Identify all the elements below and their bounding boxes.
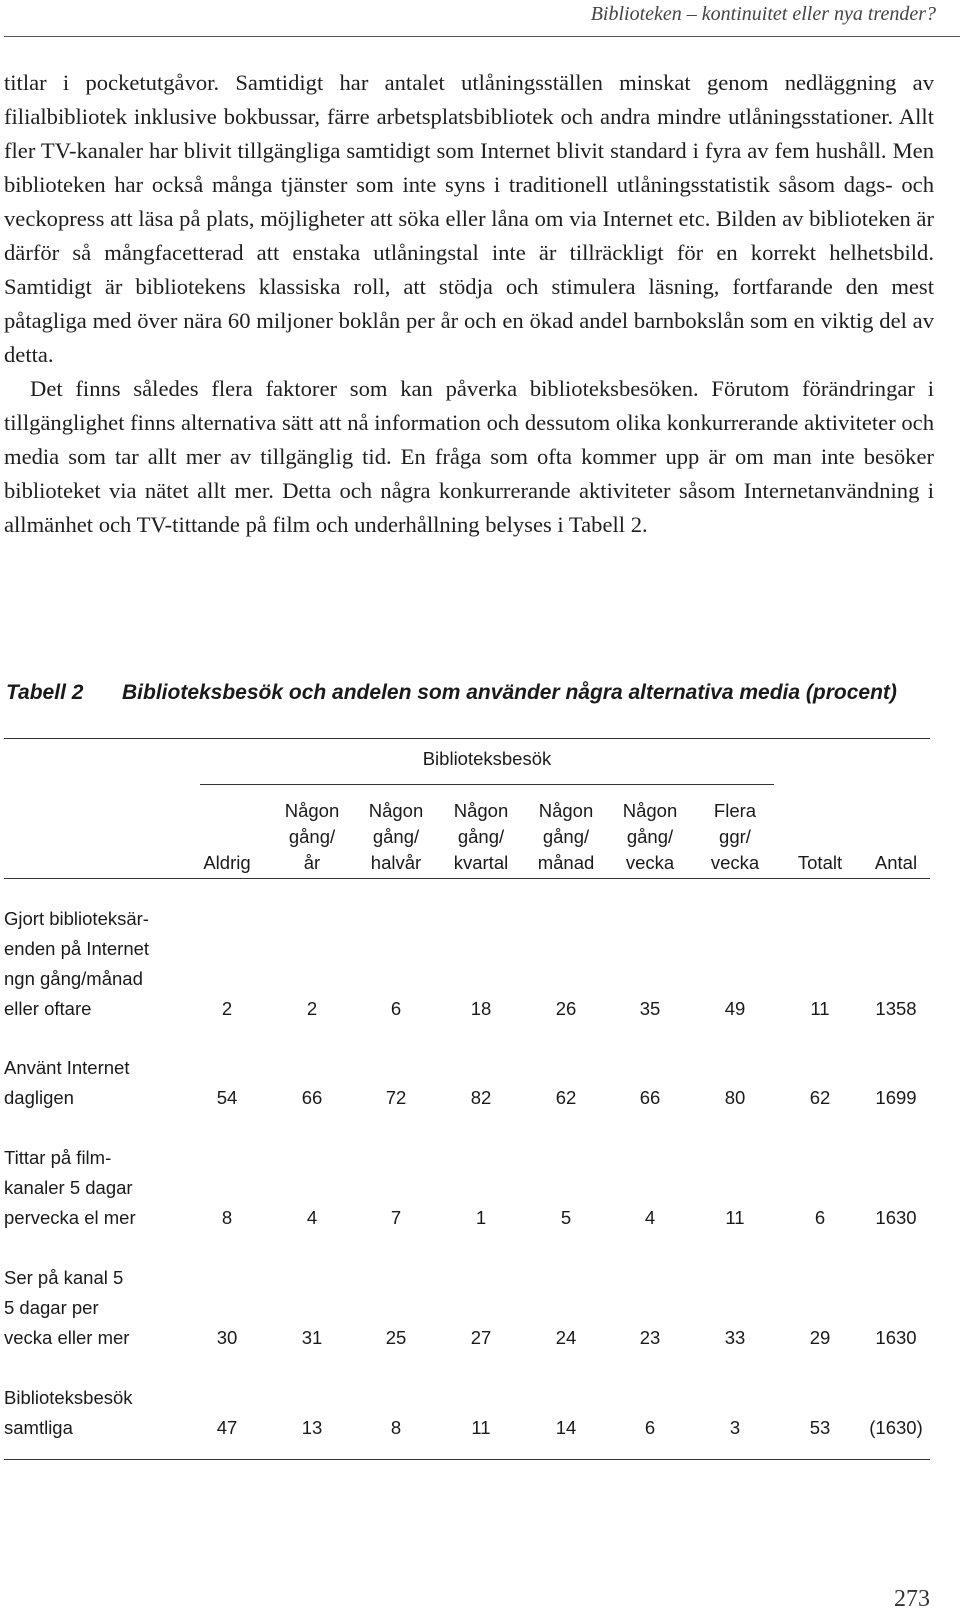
col-header-totalt: Totalt — [797, 852, 843, 873]
row-label: Använt Internet dagligen — [4, 1057, 130, 1108]
table-cell: 4 — [644, 1207, 656, 1228]
page-number: 273 — [894, 1586, 930, 1612]
table-cell: 3 — [729, 1417, 741, 1438]
table-cell: 31 — [301, 1327, 323, 1348]
group-header: Biblioteksbesök — [422, 748, 552, 769]
table-cell: 2 — [221, 998, 233, 1019]
table-cell: 13 — [301, 1417, 323, 1438]
col-header-kvartal: Någon gång/ kvartal — [453, 800, 509, 873]
table-cell: 33 — [724, 1327, 746, 1348]
row-label: Biblioteksbesök samtliga — [4, 1387, 133, 1438]
col-header-flera: Flera ggr/ vecka — [710, 800, 760, 873]
body-paragraph-2: Det finns således flera faktorer som kan påverka biblioteksbesöken. Förutom förändringar i tillgänglighet finns alternativa sätt att nå information och dessutom olika konkurrerande aktiviteter och media som tar allt mer av tillgänglig tid. En fråga som ofta kommer upp är om man inte besöker biblioteket via nätet allt mer. Detta och några konkurrerande aktiviteter såsom Internetanvändning i allmänhet och TV-tittande på film och underhållning belyses i Tabell 2. — [4, 376, 934, 537]
table-cell: 14 — [555, 1417, 577, 1438]
table-cell: 80 — [724, 1087, 746, 1108]
table-cell: 1630 — [875, 1327, 917, 1348]
table-cell: 66 — [301, 1087, 323, 1108]
table-header-rule — [4, 878, 930, 879]
table-cell: 27 — [470, 1327, 492, 1348]
table-cell: 66 — [639, 1087, 661, 1108]
table-cell: 72 — [385, 1087, 407, 1108]
col-header-vecka: Någon gång/ vecka — [622, 800, 678, 873]
table-cell: 30 — [216, 1327, 238, 1348]
table-cell: 8 — [390, 1417, 402, 1438]
table-title: Biblioteksbesök och andelen som använder några alternativa media (procent) — [122, 681, 897, 704]
table-cell: 1630 — [875, 1207, 917, 1228]
col-header-antal: Antal — [874, 852, 918, 873]
table-cell: 53 — [809, 1417, 831, 1438]
table-cell: 6 — [814, 1207, 826, 1228]
table-cell: 62 — [809, 1087, 831, 1108]
table-cell: 1358 — [875, 998, 917, 1019]
group-header-rule — [200, 784, 774, 785]
body-text — [4, 66, 934, 542]
table-cell: 18 — [470, 998, 492, 1019]
table-cell: 11 — [725, 1207, 745, 1228]
table-cell: 6 — [644, 1417, 656, 1438]
table-cell: 29 — [809, 1327, 831, 1348]
table-cell: 11 — [471, 1417, 491, 1438]
col-header-aldrig: Aldrig — [203, 852, 251, 873]
table-cell: 47 — [216, 1417, 238, 1438]
table-cell: 5 — [560, 1207, 572, 1228]
table-cell: 2 — [306, 998, 318, 1019]
table-cell: 6 — [390, 998, 402, 1019]
table-cell: 62 — [555, 1087, 577, 1108]
table-cell: 1 — [475, 1207, 487, 1228]
header-divider — [4, 36, 960, 37]
table-cell: (1630) — [869, 1417, 923, 1438]
table-cell: 24 — [555, 1327, 577, 1348]
table-cell: 4 — [306, 1207, 318, 1228]
row-label: Tittar på film- kanaler 5 dagar pervecka el mer — [4, 1147, 136, 1228]
col-header-ar: Någon gång/ år — [284, 800, 340, 873]
table-cell: 82 — [470, 1087, 492, 1108]
table-cell: 25 — [385, 1327, 407, 1348]
table-cell: 7 — [390, 1207, 402, 1228]
row-label: Gjort biblioteksär- enden på Internet ngn gång/månad eller oftare — [4, 908, 150, 1019]
running-head: Biblioteken – kontinuitet eller nya trender? — [590, 3, 936, 25]
table-top-rule — [4, 738, 930, 739]
table-cell: 11 — [810, 998, 830, 1019]
table-label: Tabell 2 — [6, 681, 84, 704]
table-cell: 49 — [724, 998, 746, 1019]
row-label: Ser på kanal 5 5 dagar per vecka eller mer — [4, 1267, 130, 1348]
col-header-halvar: Någon gång/ halvår — [368, 800, 424, 873]
table-cell: 8 — [221, 1207, 233, 1228]
col-header-manad: Någon gång/ månad — [537, 800, 595, 873]
table-cell: 23 — [639, 1327, 661, 1348]
table-cell: 54 — [216, 1087, 238, 1108]
table-bottom-rule — [4, 1459, 930, 1460]
body-paragraph-1: titlar i pocketutgåvor. Samtidigt har antalet utlåningsställen minskat genom nedläggning av filialbibliotek inklusive bokbussar, färre arbetsplatsbibliotek och andra mindre utlåningsstationer. Allt fler TV-kanaler har blivit tillgängliga samtidigt som Internet blivit standard i fyra av fem hushåll. Men biblioteken har också många tjänster som inte syns i traditionell utlåningsstatistik såsom dags- och veckopress att läsa på plats, möjligheter att söka eller låna om via Internet etc. Bilden av biblioteken är därför så mångfacetterad att enstaka utlåningstal inte är tillräckligt för en korrekt helhetsbild. Samtidigt är bibliotekens klassiska roll, att stödja och stimulera läsning, fortfarande den mest påtagliga med över nära 60 miljoner boklån per år och en ökad andel barnbokslån som en viktig del av detta. — [4, 70, 934, 367]
table-cell: 26 — [555, 998, 577, 1019]
table-cell: 35 — [639, 998, 661, 1019]
table-cell: 1699 — [875, 1087, 917, 1108]
